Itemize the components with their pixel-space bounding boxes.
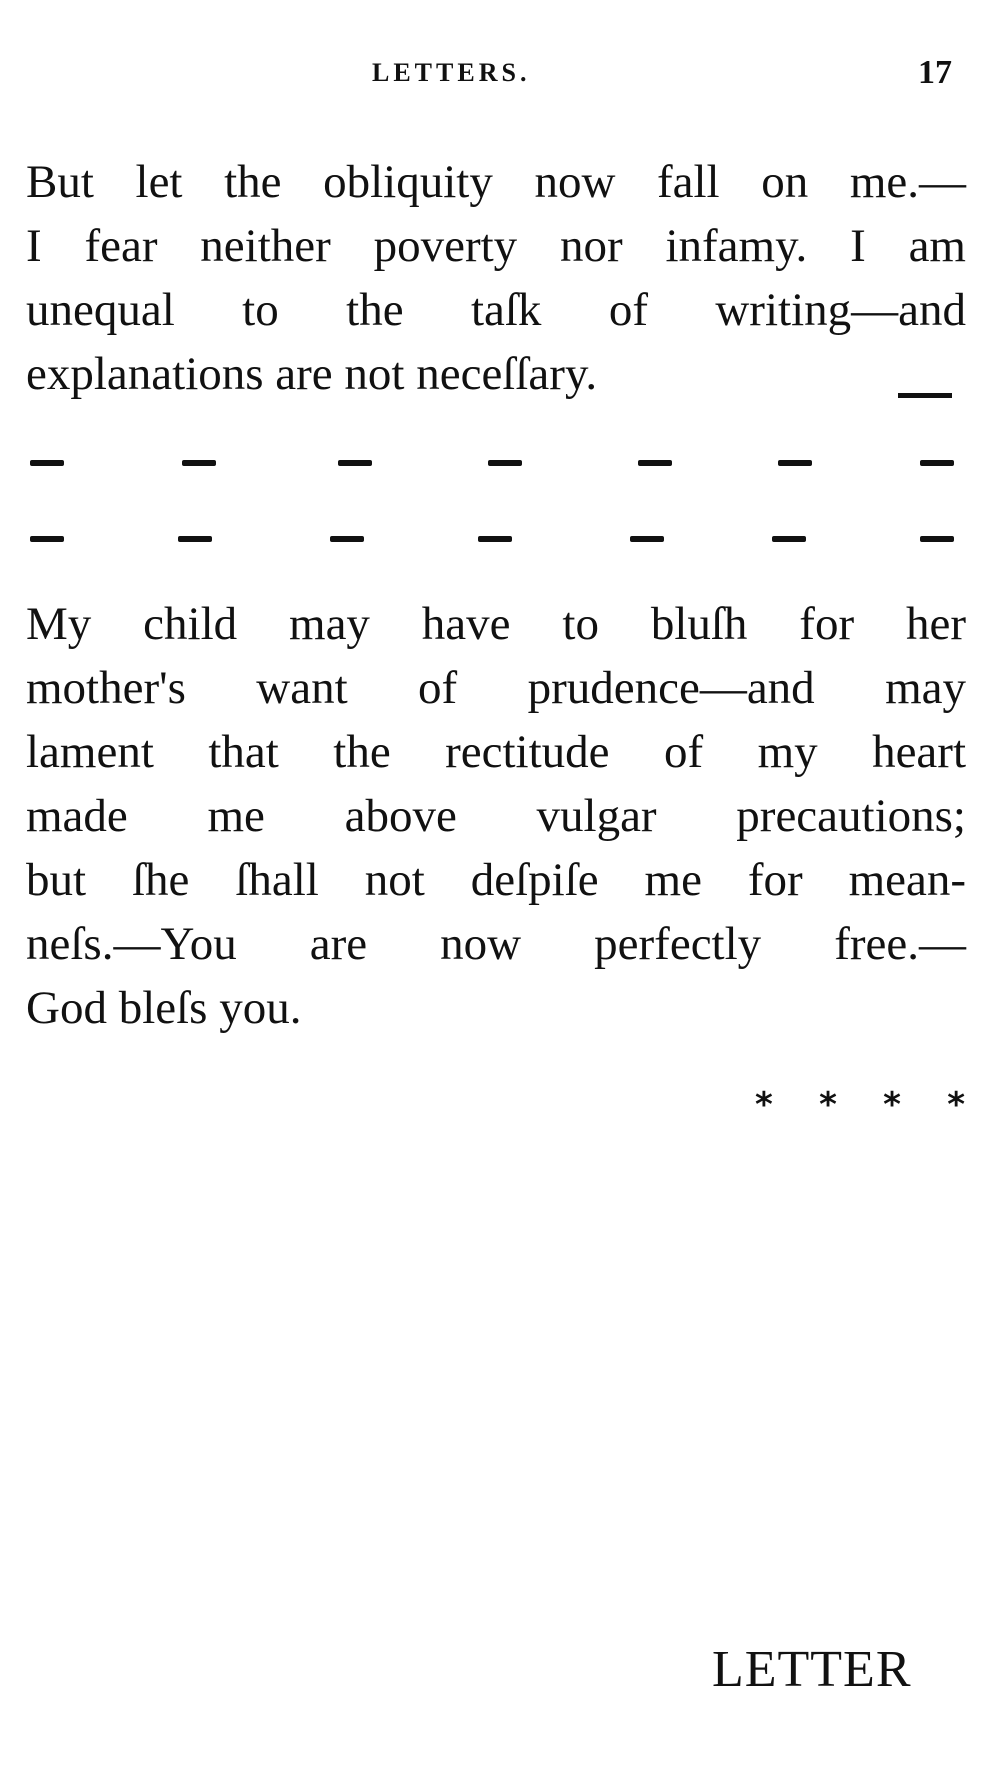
text-line: made me above vulgar precautions; bbox=[26, 790, 966, 842]
running-head bbox=[0, 54, 1000, 98]
asterisk: * bbox=[819, 1085, 837, 1125]
page-number: 17 bbox=[918, 54, 952, 91]
dash-mark bbox=[330, 536, 364, 542]
text-line: unequal to the taſk of writing—and bbox=[26, 284, 966, 336]
dash-mark bbox=[178, 536, 212, 542]
dash-row bbox=[30, 536, 960, 556]
dash-mark bbox=[920, 536, 954, 542]
text-line: I fear neither poverty nor infamy. I am bbox=[26, 220, 966, 272]
dash-mark bbox=[488, 460, 522, 466]
signature-asterisks bbox=[755, 1085, 965, 1125]
asterisk: * bbox=[755, 1085, 773, 1125]
paragraph-1 bbox=[26, 150, 966, 406]
text-line: My child may have to bluſh for her bbox=[26, 598, 966, 650]
dash-mark bbox=[920, 460, 954, 466]
paragraph-2 bbox=[26, 592, 966, 1040]
dash-mark bbox=[338, 460, 372, 466]
dash-mark bbox=[772, 536, 806, 542]
text-line: lament that the rectitude of my heart bbox=[26, 726, 966, 778]
line-end-dash bbox=[898, 393, 952, 398]
dash-mark bbox=[478, 536, 512, 542]
dash-mark bbox=[638, 460, 672, 466]
text-line: God bleſs you. bbox=[26, 982, 302, 1034]
dash-mark bbox=[30, 460, 64, 466]
dash-mark bbox=[778, 460, 812, 466]
catchword: LETTER bbox=[712, 1641, 912, 1698]
dash-mark bbox=[30, 536, 64, 542]
running-title: LETTERS. bbox=[372, 58, 531, 87]
asterisk: * bbox=[947, 1085, 965, 1125]
text-line: explanations are not neceſſary. bbox=[26, 348, 598, 400]
text-line: mother's want of prudence—and may bbox=[26, 662, 966, 714]
dash-row bbox=[30, 460, 960, 480]
text-line: but ſhe ſhall not deſpiſe me for mean- bbox=[26, 854, 966, 906]
text-line: neſs.—You are now perfectly free.— bbox=[26, 918, 966, 970]
dash-mark bbox=[182, 460, 216, 466]
text-line: But let the obliquity now fall on me.— bbox=[26, 156, 966, 208]
dash-mark bbox=[630, 536, 664, 542]
asterisk: * bbox=[883, 1085, 901, 1125]
